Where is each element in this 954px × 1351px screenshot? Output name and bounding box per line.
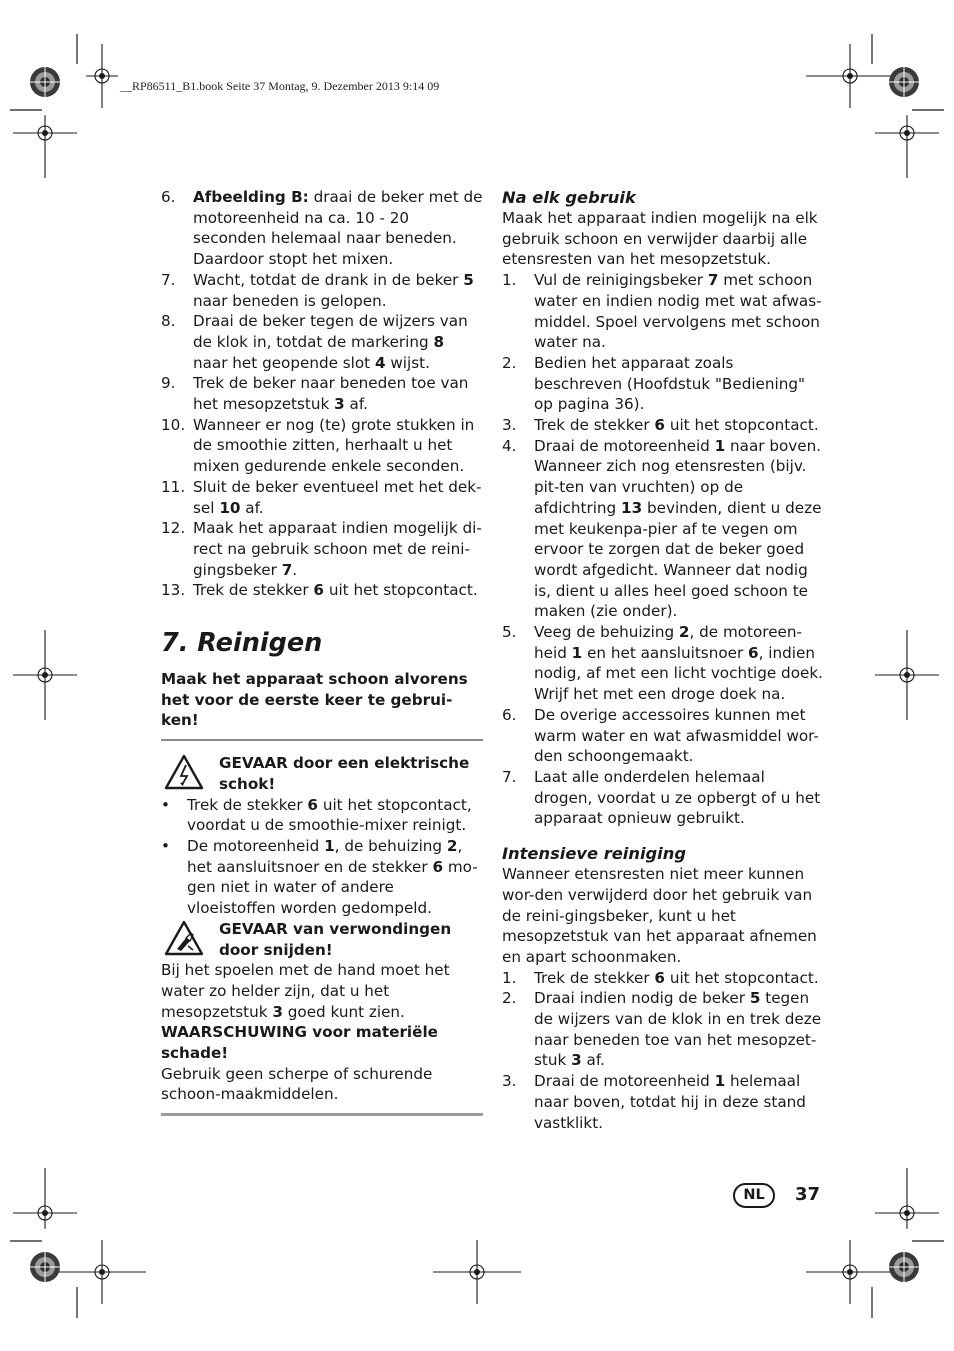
warning-cut-text [161, 960, 483, 1022]
subsection-title-intensieve-reiniging: Intensieve reiniging [502, 844, 687, 864]
text-run: en het aansluitsnoer [582, 643, 749, 662]
text-run: uit het stopcontact. [324, 581, 478, 600]
list-item [502, 622, 826, 705]
warning-electric-bullets [161, 795, 483, 919]
text-run: wijst. [385, 353, 430, 372]
text-run: , het aansluitsnoer en de stekker [187, 836, 463, 876]
text-run: Maak het apparaat indien mogelijk di-rect na gebruik schoon met de reini-gingsbeker [193, 519, 482, 579]
text-run: bevinden, dient u deze met keukenpa-pier af te vegen om ervoor te zorgen dat de beker goed wordt afgedicht. Wanneer dat nodig is, dient u alles heel goed schoon te maken (zie onder). [534, 498, 822, 621]
left-steps-list [161, 187, 483, 601]
page-number: 37 [795, 1184, 821, 1205]
list-item-number: 4. [502, 436, 517, 455]
list-item [502, 436, 826, 622]
text-run: Bedien het apparaat zoals beschreven (Hoofdstuk "Bediening" op pagina 36). [534, 353, 805, 414]
reference-number: 4 [374, 353, 386, 372]
reference-number: 1 [324, 836, 335, 855]
list-item-number: 8. [161, 312, 176, 331]
list-item-number: 13. [161, 581, 186, 600]
warning-electric-head [161, 753, 483, 794]
reference-number: 10 [219, 498, 241, 517]
list-item [502, 988, 826, 1071]
list-item [161, 415, 483, 477]
list-item [161, 477, 483, 518]
reference-number: 2 [678, 623, 690, 642]
list-item [161, 311, 483, 373]
list-item-number: 1. [502, 968, 517, 987]
text-run: Draai de motoreenheid [534, 436, 715, 455]
list-item-number: 5. [502, 623, 517, 642]
reference-number: 3 [272, 1002, 283, 1021]
text-run: , de behuizing [334, 836, 447, 855]
text-run: uit het stopcontact. [665, 416, 819, 435]
warning-electric-heading: GEVAAR door een elektrische schok! [219, 754, 470, 793]
reference-number: 6 [654, 416, 665, 435]
list-item [502, 968, 826, 989]
text-run: uit het stopcontact, voordat u de smoothie-mixer reinigt. [187, 795, 472, 835]
text-run: Trek de stekker [534, 416, 655, 435]
intensieve-intro: Wanneer etensresten niet meer kunnen wor-den verwijderd door het gebruik van de reini-gingsbeker, kunt u het mesopzetstuk van het apparaat afnemen en apart schoonmaken. [502, 865, 817, 966]
print-header: __RP86511_B1.book Seite 37 Montag, 9. Dezember 2013 9:14 09 [120, 79, 440, 93]
list-item [502, 767, 826, 829]
na-elk-gebruik-intro: Maak het apparaat indien mogelijk na elk gebruik schoon en verwijder daarbij alle etensresten van het mesopzetstuk. [502, 209, 818, 269]
text-run: Bij het spoelen met de hand moet het water zo helder zijn, dat u het mesopzetstuk [161, 961, 450, 1021]
text-run: Trek de stekker [534, 968, 655, 987]
text-run: De overige accessoires kunnen met warm water en wat afwasmiddel wor-den schoongemaakt. [534, 705, 819, 766]
text-run: naar het geopende slot [193, 353, 375, 372]
text-run: Draai indien nodig de beker [534, 989, 750, 1008]
list-item-number: 6. [161, 188, 176, 206]
list-item [161, 580, 483, 601]
text-run: Wanneer er nog (te) grote stukken in de smoothie zitten, herhaalt u het mixen gedurende enkele seconden. [193, 415, 475, 476]
bullet-icon: • [161, 836, 170, 855]
reference-number: 6 [748, 643, 759, 662]
list-item-number: 10. [161, 415, 186, 434]
reference-number: 2 [446, 836, 458, 855]
reference-number: 1 [571, 643, 583, 662]
list-item-number: 2. [502, 353, 517, 372]
list-item [502, 353, 826, 415]
text-run: Trek de stekker [187, 795, 308, 814]
warning-cut-head [161, 919, 483, 960]
list-item-number: 1. [502, 271, 517, 290]
text-run: uit het stopcontact. [665, 968, 819, 987]
text-run: , indien nodig, af met een licht vochtige doek. Wrijf het met een droge doek na. [534, 643, 823, 704]
language-badge: NL [733, 1183, 775, 1208]
list-item-number: 7. [161, 270, 176, 289]
cut-hazard-warning-icon [164, 920, 204, 956]
text-run: Trek de stekker [193, 581, 314, 600]
electric-shock-warning-icon [164, 754, 204, 790]
text-run: af. [344, 395, 368, 414]
text-run: met schoon water en indien nodig met wat afwas-middel. Spoel vervolgens met schoon water na. [534, 271, 822, 352]
bullet-icon: • [161, 795, 170, 814]
caution-heading: WAARSCHUWING voor materiële schade! [161, 1023, 438, 1063]
bullet-item [161, 836, 483, 919]
list-item [502, 415, 826, 436]
text-run: Vul de reinigingsbeker [534, 271, 708, 290]
text-run: Laat alle onderdelen helemaal drogen, voordat u ze opbergt of u het apparaat opnieuw gebruikt. [534, 767, 821, 828]
list-item-number: 12. [161, 519, 186, 538]
reference-number: 7 [281, 560, 293, 579]
text-run: , de motoreen-heid [534, 623, 803, 662]
text-run: draai de beker met de motoreenheid na ca. 10 - 20 seconden helemaal naar beneden. Daardoor stopt het mixen. [193, 188, 483, 269]
reference-number: 7 [707, 271, 719, 290]
list-item [502, 270, 826, 353]
na-elk-gebruik-steps [502, 270, 826, 829]
bullet-item [161, 795, 483, 836]
list-item-number: 3. [502, 1072, 517, 1091]
list-item-number: 3. [502, 416, 517, 435]
reference-number: 13 [621, 498, 643, 517]
intensieve-steps [502, 968, 826, 1134]
reference-number: 5 [749, 989, 761, 1008]
text-run: mo-gen niet in water of andere vloeistoffen worden gedompeld. [187, 857, 478, 918]
list-item-number: 2. [502, 989, 517, 1008]
list-item-number: 11. [161, 477, 186, 496]
text-run: af. [240, 498, 264, 517]
subsection-title-na-elk-gebruik: Na elk gebruik [502, 188, 636, 207]
text-run: tegen de wijzers van de klok in en trek deze naar beneden toe van het mesopzet-stuk [534, 989, 822, 1070]
warning-electric [161, 741, 483, 919]
list-item-number: 6. [502, 705, 517, 724]
reference-number: 3 [334, 395, 345, 414]
reference-number: 3 [571, 1051, 582, 1070]
text-run: af. [581, 1051, 605, 1070]
warning-cut-heading: GEVAAR van verwondingen door snijden! [219, 919, 452, 959]
intro-bold: Maak het apparaat schoon alvorens het voor de eerste keer te gebrui-ken! [161, 670, 468, 730]
list-item [502, 705, 826, 767]
reference-number: 5 [463, 270, 474, 289]
list-item [161, 270, 483, 311]
reference-number: 1 [714, 1072, 726, 1091]
reference-number: 1 [714, 436, 726, 455]
text-run: . [292, 560, 298, 579]
text-run: goed kunt zien. [282, 1002, 405, 1021]
text-run: helemaal naar boven, totdat hij in deze stand vastklikt. [534, 1072, 806, 1132]
right-column [502, 187, 826, 1133]
text-run: naar beneden is gelopen. [193, 291, 387, 310]
section-title: 7. Reinigen [161, 628, 323, 659]
reference-number: 6 [654, 968, 665, 987]
text-run: Draai de beker tegen de wijzers van de klok in, totdat de markering [193, 312, 468, 351]
list-item-number: 9. [161, 374, 176, 393]
text-run: Wacht, totdat de drank in de beker [193, 270, 464, 289]
reference-number: Afbeelding B: [193, 188, 309, 206]
list-item [161, 518, 483, 580]
left-column [161, 187, 483, 1116]
bottom-divider [161, 1113, 483, 1116]
list-item-number: 7. [502, 767, 517, 786]
text-run: Veeg de behuizing [534, 623, 679, 642]
text-run: De motoreenheid [187, 836, 325, 855]
text-run: Trek de beker naar beneden toe van het mesopzetstuk [193, 374, 469, 414]
warning-cut [161, 919, 483, 1023]
text-run: naar boven. Wanneer zich nog etensresten (bijv. pit-ten van vruchten) op de afdichtring [534, 436, 822, 517]
reference-number: 8 [433, 332, 445, 351]
text-run: Sluit de beker eventueel met het dek-sel [193, 477, 482, 517]
list-item [161, 373, 483, 414]
list-item [161, 187, 483, 270]
reference-number: 6 [307, 795, 318, 814]
reference-number: 6 [313, 581, 324, 600]
list-item [502, 1071, 826, 1133]
reference-number: 6 [432, 857, 444, 876]
caution-text: Gebruik geen scherpe of schurende schoon-maakmiddelen. [161, 1064, 433, 1104]
text-run: Draai de motoreenheid [534, 1072, 715, 1091]
